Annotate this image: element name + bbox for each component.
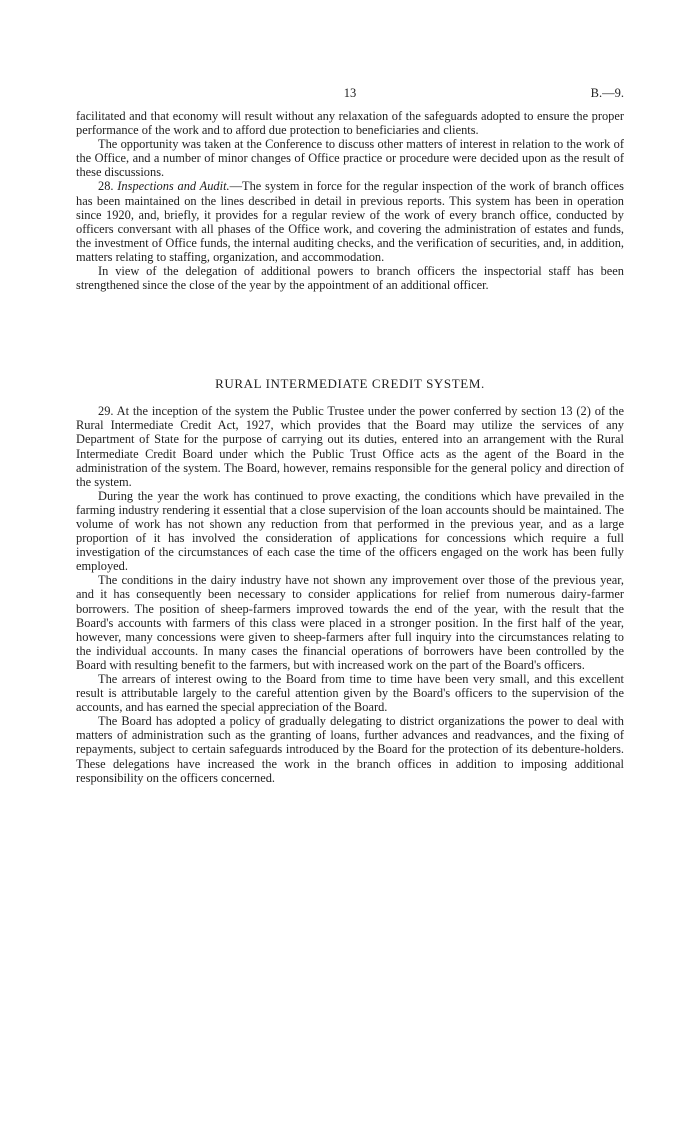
paragraph-continued: facilitated and that economy will result without any relaxation of the safeguards adopted to ensure the proper performance of the work and to afford due protection to beneficiaries and clients. [76, 109, 624, 138]
body-text [76, 109, 624, 785]
paragraph-body: —The system in force for the regular inspection of the work of branch offices has been maintained on the lines described in detail in previous reports. This system has been in operation since 1920, and, briefly, it provides for a regular review of the work of every branch office, conducted by officers conversant with all phases of the Office work, and covering the administration of estates and funds, the investment of Office funds, the internal auditing checks, and the verification of securities, and, in addition, matters relating to staffing, organization, and accommodation. [76, 179, 624, 264]
section-heading: RURAL INTERMEDIATE CREDIT SYSTEM. [215, 376, 485, 392]
paragraph-conference: The opportunity was taken at the Conference to discuss other matters of interest in relation to the work of the Office, and a number of minor changes of Office practice or procedure were decided upon as the result of these discussions. [76, 137, 624, 180]
paragraph-arrears-interest: The arrears of interest owing to the Board from time to time have been very small, and this excellent result is attributable largely to the careful attention given by the Board's officers to the supervision of the accounts, and has earned the special appreciation of the Board. [76, 672, 624, 715]
paragraph-28-inspections [76, 179, 624, 264]
paragraph-29-inception: 29. At the inception of the system the Public Trustee under the power conferred by section 13 (2) of the Rural Intermediate Credit Act, 1927, which provides that the Board may utilize the services of any Department of State for the purpose of carrying out its duties, entered into an arrangement with the Rural Intermediate Credit Board under which the Public Trust Office acts as the agent of the Board in the administration of the system. The Board, however, remains responsible for the general policy and direction of the system. [76, 404, 624, 489]
paragraph-work-exacting: During the year the work has continued to prove exacting, the conditions which have prevailed in the farming industry rendering it essential that a close supervision of the loan accounts should be maintained. The volume of work has not shown any reduction from that performed in the previous year, and as a large proportion of it has involved the consideration of applications for concessions which require a full investigation of the circumstances of each case the time of the officers engaged on the work has been fully employed. [76, 488, 624, 574]
paragraph-title: Inspections and Audit. [117, 179, 230, 194]
paragraph-dairy-industry: The conditions in the dairy industry have not shown any improvement over those of the previous year, and it has consequently been necessary to consider applications for relief from numerous dairy-farmer borrowers. The position of sheep-farmers improved towards the end of the year, with the result that the Board's accounts with farmers of this class were placed in a stronger position. In the first half of the year, however, many concessions were given to sheep-farmers after full inquiry into the circumstances relating to the individual accounts. In many cases the financial operations of borrowers have been controlled by the Board with resulting benefit to the farmers, but with increased work on the part of the Board's officers. [76, 573, 624, 672]
paragraph-delegation-policy: The Board has adopted a policy of gradually delegating to district organizations the power to deal with matters of administration such as the granting of loans, further advances and readvances, and the fixing of repayments, subject to certain safeguards introduced by the Board for the protection of its debenture-holders. These delegations have increased the work in the branch offices in addition to imposing additional responsibility on the officers concerned. [76, 714, 624, 785]
running-header [76, 86, 624, 106]
paragraph-inspectorial-staff: In view of the delegation of additional powers to branch officers the inspectorial staff has been strengthened since the close of the year by the appointment of an additional officer. [76, 264, 624, 293]
page-number: 13 [343, 86, 357, 100]
paragraph-number: 28. [98, 179, 114, 194]
document-reference: B.—9. [590, 86, 624, 100]
